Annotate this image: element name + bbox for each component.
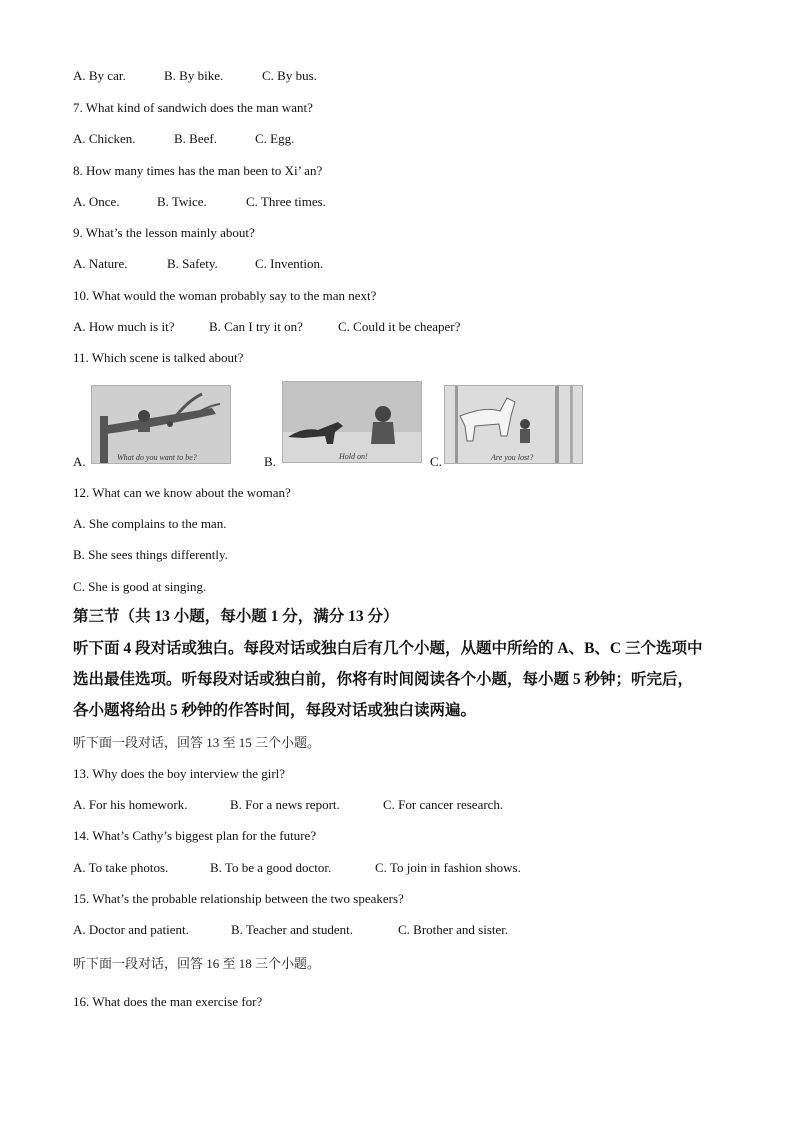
dialogue1-instruction: 听下面一段对话，回答 13 至 15 三个小题。 xyxy=(73,735,321,750)
q15-option-a: A. Doctor and patient. xyxy=(73,922,189,937)
q7-options xyxy=(73,131,294,147)
q10-option-b: B. Can I try it on? xyxy=(209,319,303,334)
q13-option-c: C. For cancer research. xyxy=(383,797,504,812)
q13-options xyxy=(73,797,503,813)
horse-scene-illustration xyxy=(445,386,582,463)
q9-option-a: A. Nature. xyxy=(73,256,128,271)
section3-instructions-line2: 选出最佳选项。听每段对话或独白前，你将有时间阅读各个小题，每小题 5 秒钟；听完后， xyxy=(73,671,694,688)
q13-question: 13. Why does the boy interview the girl? xyxy=(73,766,286,781)
q14-options xyxy=(73,860,521,876)
q11-question: 11. Which scene is talked about? xyxy=(73,350,244,365)
q6-option-c: C. By bus. xyxy=(262,68,317,83)
q8-option-a: A. Once. xyxy=(73,194,120,209)
q12-option-b: B. She sees things differently. xyxy=(73,547,228,562)
q14-option-b: B. To be a good doctor. xyxy=(210,860,332,875)
q10-option-a: A. How much is it? xyxy=(73,319,175,334)
q6-option-b: B. By bike. xyxy=(164,68,224,83)
tree-scene-illustration xyxy=(92,386,230,463)
q10-question: 10. What would the woman probably say to the man next? xyxy=(73,288,377,303)
q14-question: 14. What’s Cathy’s biggest plan for the future? xyxy=(73,828,317,843)
q6-option-a: A. By car. xyxy=(73,68,126,83)
q8-options xyxy=(73,194,326,210)
q7-option-c: C. Egg. xyxy=(255,131,295,146)
q9-option-c: C. Invention. xyxy=(255,256,324,271)
q11-picture-b xyxy=(282,381,422,463)
q15-question: 15. What’s the probable relationship between the two speakers? xyxy=(73,891,404,906)
q7-option-a: A. Chicken. xyxy=(73,131,136,146)
q9-options xyxy=(73,256,323,272)
q12-option-a: A. She complains to the man. xyxy=(73,516,227,531)
section3-title: 第三节（共 13 小题，每小题 1 分，满分 13 分） xyxy=(73,608,399,625)
q16-question: 16. What does the man exercise for? xyxy=(73,994,263,1009)
q13-option-a: A. For his homework. xyxy=(73,797,188,812)
q12-option-c: C. She is good at singing. xyxy=(73,579,207,594)
q13-option-b: B. For a news report. xyxy=(230,797,340,812)
section3-instructions-line3: 各小题将给出 5 秒钟的作答时间，每段对话或独白读两遍。 xyxy=(73,702,477,719)
q14-option-a: A. To take photos. xyxy=(73,860,169,875)
q7-option-b: B. Beef. xyxy=(174,131,217,146)
q11-picture-a-caption: What do you want to be? xyxy=(117,453,197,462)
q8-option-c: C. Three times. xyxy=(246,194,326,209)
q11-picture-a-letter: A. xyxy=(73,454,86,469)
q10-options xyxy=(73,319,460,335)
q9-question: 9. What’s the lesson mainly about? xyxy=(73,225,255,240)
q15-option-b: B. Teacher and student. xyxy=(231,922,353,937)
q7-question: 7. What kind of sandwich does the man want? xyxy=(73,100,313,115)
q11-picture-c-caption: Are you lost? xyxy=(491,453,534,462)
fox-scene-illustration xyxy=(283,382,421,462)
q11-picture-b-letter: B. xyxy=(264,454,276,469)
q15-options xyxy=(73,922,508,938)
q12-question: 12. What can we know about the woman? xyxy=(73,485,291,500)
q10-option-c: C. Could it be cheaper? xyxy=(338,319,461,334)
q6-options xyxy=(73,68,317,84)
q15-option-c: C. Brother and sister. xyxy=(398,922,509,937)
q8-option-b: B. Twice. xyxy=(157,194,207,209)
dialogue2-instruction: 听下面一段对话，回答 16 至 18 三个小题。 xyxy=(73,956,321,971)
q11-picture-b-caption: Hold on! xyxy=(339,452,368,461)
q11-picture-c-letter: C. xyxy=(430,454,442,469)
q14-option-c: C. To join in fashion shows. xyxy=(375,860,521,875)
section3-instructions-line1: 听下面 4 段对话或独白。每段对话或独白后有几个小题，从题中所给的 A、B、C 三个选项中 xyxy=(73,640,703,657)
q9-option-b: B. Safety. xyxy=(167,256,218,271)
q8-question: 8. How many times has the man been to Xi’ an? xyxy=(73,163,323,178)
